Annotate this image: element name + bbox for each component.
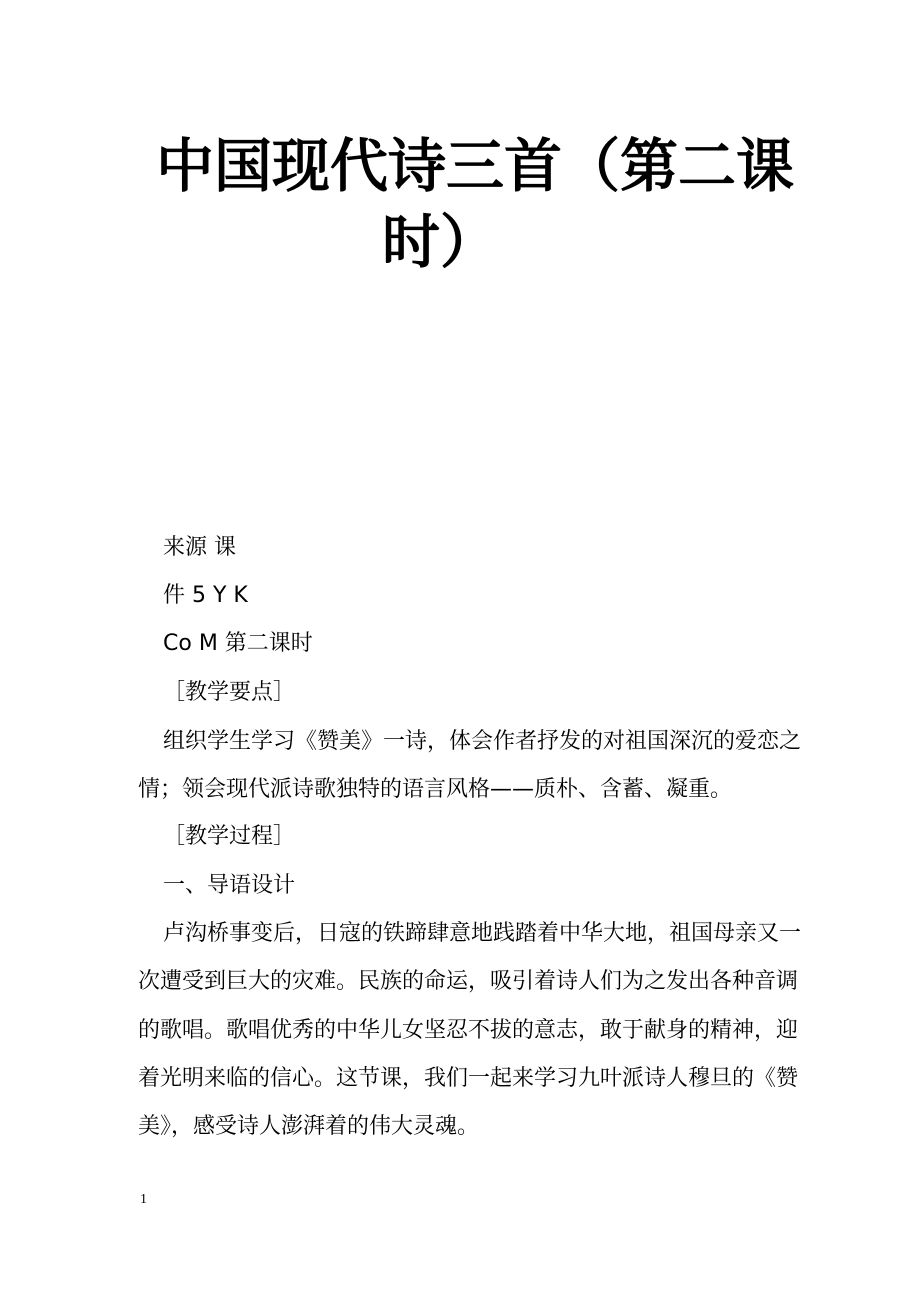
intro-text-3: 的歌唱。歌唱优秀的中华儿女坚忍不拔的意志，敢于献身的精神，迎 (138, 1018, 799, 1043)
page-number: 1 (140, 1192, 147, 1207)
intro-text-5: 美》，感受诗人澎湃着的伟大灵魂。 (138, 1114, 480, 1139)
key-points-text-1: 组织学生学习《赞美》一诗，体会作者抒发的对祖国深沉的爱恋之 (163, 729, 802, 754)
intro-text-1: 卢沟桥事变后，日寇的铁蹄肆意地践踏着中华大地，祖国母亲又一 (163, 921, 802, 946)
key-points-heading: ［教学要点］ (163, 680, 296, 705)
process-heading: ［教学过程］ (163, 824, 296, 849)
intro-heading: 一、导语设计 (163, 873, 296, 898)
document-title-line2: 时） (381, 208, 498, 276)
intro-text-4: 着光明来临的信心。这节课，我们一起来学习九叶派诗人穆旦的《赞 (138, 1066, 799, 1091)
key-points-text-2: 情；领会现代派诗歌独特的语言风格——质朴、含蓄、凝重。 (138, 777, 733, 802)
source-line-1: 来源 课 (163, 535, 236, 560)
document-title-line1: 中国现代诗三首（第二课 (155, 132, 794, 200)
intro-text-2: 次遭受到巨大的灾难。民族的命运，吸引着诗人们为之发出各种音调 (138, 969, 799, 994)
source-line-2: 件 5 Y K (163, 583, 248, 608)
source-line-3: Co M 第二课时 (163, 631, 313, 656)
